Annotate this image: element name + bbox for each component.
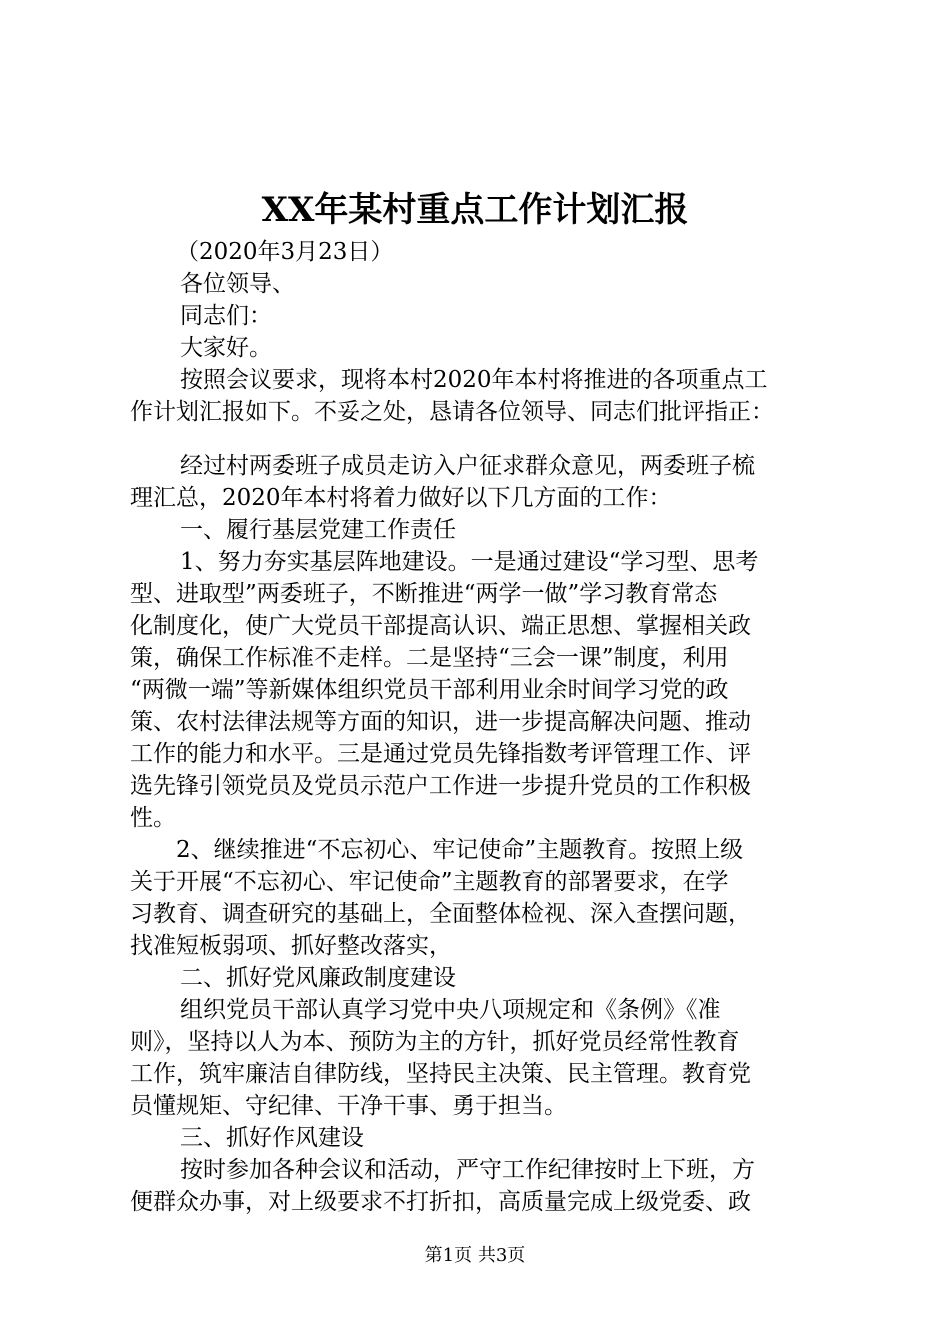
item-1-line: “两微一端”等新媒体组织党员干部利用业余时间学习党的政	[130, 677, 729, 703]
item-1-line: 1、努力夯实基层阵地建设。一是通过建设“学习型、思考	[180, 549, 759, 575]
item-2-line: 习教育、调查研究的基础上，全面整体检视、深入查摆问题，	[130, 901, 751, 927]
item-2-line: 关于开展“不忘初心、牢记使命”主题教育的部署要求，在学	[130, 869, 729, 895]
item-2-paragraph	[130, 834, 830, 962]
item-2-line: 2、继续推进“不忘初心、牢记使命”主题教育。按照上级	[176, 837, 744, 863]
item-1-line: 型、进取型”两委班子，不断推进“两学一做”学习教育常态	[130, 581, 718, 607]
document-body	[130, 236, 830, 1218]
date-line: （2020年3月23日）	[176, 239, 394, 265]
intro-paragraph-1-line-2: 作计划汇报如下。不妥之处，恳请各位领导、同志们批评指正：	[130, 399, 774, 425]
paragraph-gap	[130, 428, 830, 450]
intro-paragraph-1-line-1: 按照会议要求，现将本村2020年本村将推进的各项重点工	[180, 367, 768, 393]
section-3-line: 按时参加各种会议和活动，严守工作纪律按时上下班，方	[180, 1157, 755, 1183]
item-1-line: 工作的能力和水平。三是通过党员先锋指数考评管理工作、评	[130, 741, 751, 767]
section-3-paragraph	[130, 1154, 830, 1218]
section-2-line: 工作，筑牢廉洁自律防线，坚持民主决策、民主管理。教育党	[130, 1061, 751, 1087]
section-2-line: 则》，坚持以人为本、预防为主的方针，抓好党员经常性教育	[130, 1029, 740, 1055]
item-1-paragraph	[130, 546, 830, 834]
item-2-line: 找准短板弱项、抓好整改落实，	[130, 933, 452, 959]
section-heading-1: 一、履行基层党建工作责任	[180, 517, 456, 543]
section-3-line: 便群众办事，对上级要求不打折扣，高质量完成上级党委、政	[130, 1189, 751, 1215]
section-heading-3: 三、抓好作风建设	[180, 1125, 364, 1151]
greeting: 大家好。	[180, 335, 272, 361]
page-number-footer: 第1页 共3页	[424, 1245, 526, 1266]
section-2-line: 员懂规矩、守纪律、干净干事、勇于担当。	[130, 1093, 567, 1119]
salutation-comrades: 同志们：	[180, 303, 272, 329]
item-1-line: 化制度化，使广大党员干部提高认识、端正思想、掌握相关政	[130, 613, 751, 639]
intro-paragraph-2-line-1: 经过村两委班子成员走访入户征求群众意见，两委班子梳	[180, 453, 755, 479]
salutation-leaders: 各位领导、	[180, 271, 295, 297]
item-1-line: 性。	[130, 805, 176, 831]
document-title: XX年某村重点工作计划汇报	[261, 190, 689, 230]
item-1-line: 选先锋引领党员及党员示范户工作进一步提升党员的工作积极	[130, 773, 751, 799]
section-2-paragraph	[130, 994, 830, 1122]
item-1-line: 策、农村法律法规等方面的知识，进一步提高解决问题、推动	[130, 709, 751, 735]
section-heading-2: 二、抓好党风廉政制度建设	[180, 965, 456, 991]
intro-paragraph-2-line-2: 理汇总，2020年本村将着力做好以下几方面的工作：	[130, 485, 672, 511]
item-1-line: 策，确保工作标准不走样。二是坚持“三会一课”制度，利用	[130, 645, 729, 671]
section-2-line: 组织党员干部认真学习党中央八项规定和《条例》《准	[180, 997, 721, 1023]
